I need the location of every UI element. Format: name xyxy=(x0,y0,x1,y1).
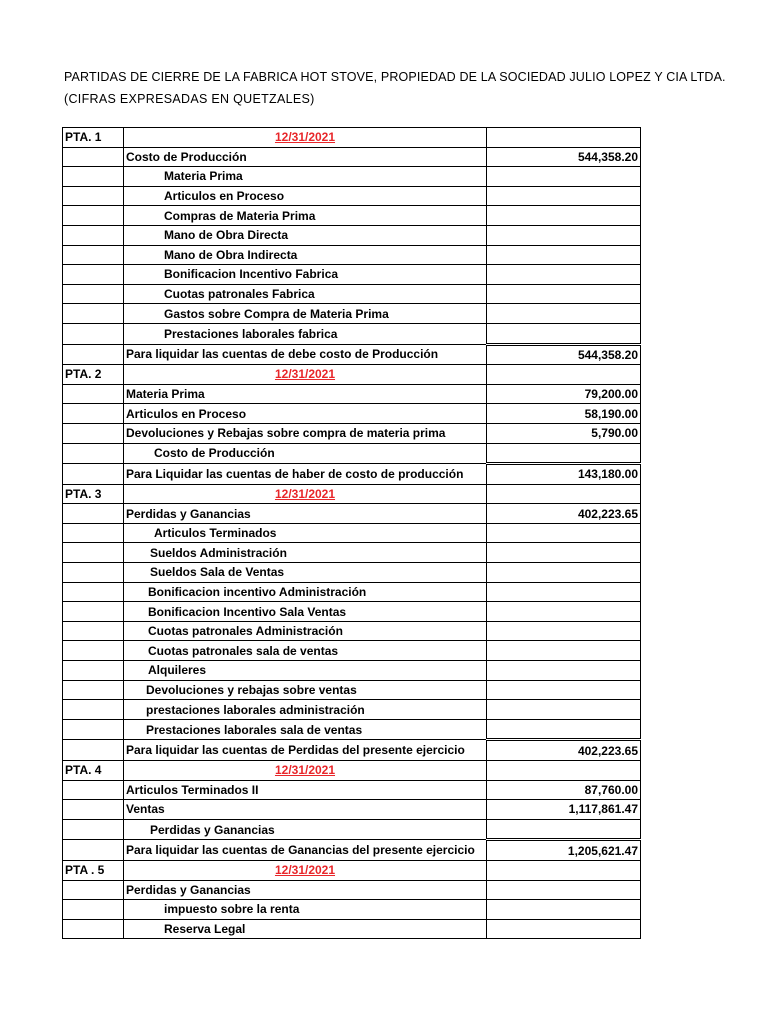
amount-cell xyxy=(487,128,641,148)
account-label: Articulos Terminados II xyxy=(124,780,487,800)
credit-row xyxy=(63,661,641,681)
account-label: Ventas xyxy=(124,800,487,820)
debit-row xyxy=(63,404,641,424)
account-label: impuesto sobre la renta xyxy=(124,900,487,920)
account-label: Articulos en Proceso xyxy=(124,404,487,424)
entry-date: 12/31/2021 xyxy=(124,860,487,880)
amount-cell xyxy=(487,880,641,900)
credit-row xyxy=(63,700,641,720)
credit-row xyxy=(63,186,641,206)
amount-cell: 87,760.00 xyxy=(487,780,641,800)
credit-row xyxy=(63,167,641,187)
account-label: Bonificacion Incentivo Sala Ventas xyxy=(124,602,487,622)
amount-cell: 402,223.65 xyxy=(487,504,641,524)
credit-row xyxy=(63,602,641,622)
account-label: Compras de Materia Prima xyxy=(124,206,487,226)
entry-description: Para liquidar las cuentas de Ganancias del presente ejercicio xyxy=(124,840,487,861)
entry-number: PTA. 1 xyxy=(63,128,124,148)
entry-header-row xyxy=(63,365,641,385)
credit-row xyxy=(63,304,641,324)
account-label: Sueldos Administración xyxy=(124,543,487,563)
amount-cell xyxy=(487,365,641,385)
account-label: Articulos Terminados xyxy=(124,523,487,543)
entry-number: PTA. 4 xyxy=(63,761,124,781)
account-label: Costo de Producción xyxy=(124,147,487,167)
amount-cell: 5,790.00 xyxy=(487,423,641,443)
account-label: Perdidas y Ganancias xyxy=(124,819,487,840)
amount-cell xyxy=(487,860,641,880)
entry-description: Para Liquidar las cuentas de haber de costo de producción xyxy=(124,464,487,485)
entry-number: PTA. 3 xyxy=(63,484,124,504)
account-label: Perdidas y Ganancias xyxy=(124,880,487,900)
account-label: Materia Prima xyxy=(124,384,487,404)
credit-row xyxy=(63,563,641,583)
entry-number: PTA. 2 xyxy=(63,365,124,385)
description-row xyxy=(63,840,641,861)
entry-date: 12/31/2021 xyxy=(124,761,487,781)
entry-total: 402,223.65 xyxy=(487,740,641,761)
entry-date: 12/31/2021 xyxy=(124,484,487,504)
description-row xyxy=(63,740,641,761)
amount-cell: 58,190.00 xyxy=(487,404,641,424)
amount-cell: 544,358.20 xyxy=(487,147,641,167)
credit-row xyxy=(63,523,641,543)
account-label: Mano de Obra Directa xyxy=(124,225,487,245)
account-label: Alquileres xyxy=(124,661,487,681)
amount-cell xyxy=(487,484,641,504)
debit-row xyxy=(63,504,641,524)
credit-row xyxy=(63,641,641,661)
entry-date: 12/31/2021 xyxy=(124,128,487,148)
credit-row xyxy=(63,582,641,602)
document-subtitle: (CIFRAS EXPRESADAS EN QUETZALES) xyxy=(64,92,315,106)
credit-row xyxy=(63,819,641,840)
account-label: Sueldos Sala de Ventas xyxy=(124,563,487,583)
account-label: Reserva Legal xyxy=(124,919,487,939)
debit-row xyxy=(63,880,641,900)
account-label: Gastos sobre Compra de Materia Prima xyxy=(124,304,487,324)
account-label: Devoluciones y Rebajas sobre compra de materia prima xyxy=(124,423,487,443)
entry-header-row xyxy=(63,860,641,880)
account-label: prestaciones laborales administración xyxy=(124,700,487,720)
debit-row xyxy=(63,147,641,167)
credit-row xyxy=(63,225,641,245)
credit-row xyxy=(63,680,641,700)
debit-row xyxy=(63,800,641,820)
debit-row xyxy=(63,780,641,800)
account-label: Prestaciones laborales sala de ventas xyxy=(124,719,487,740)
debit-row xyxy=(63,384,641,404)
account-label: Articulos en Proceso xyxy=(124,186,487,206)
entry-total: 143,180.00 xyxy=(487,464,641,485)
credit-row xyxy=(63,919,641,939)
journal-table xyxy=(62,127,641,939)
description-row xyxy=(63,344,641,365)
credit-row xyxy=(63,323,641,344)
account-label: Devoluciones y rebajas sobre ventas xyxy=(124,680,487,700)
amount-cell: 1,117,861.47 xyxy=(487,800,641,820)
entry-total: 1,205,621.47 xyxy=(487,840,641,861)
account-label: Cuotas patronales Fabrica xyxy=(124,284,487,304)
entry-header-row xyxy=(63,761,641,781)
credit-row xyxy=(63,443,641,464)
entry-description: Para liquidar las cuentas de debe costo de Producción xyxy=(124,344,487,365)
entry-date: 12/31/2021 xyxy=(124,365,487,385)
entry-total: 544,358.20 xyxy=(487,344,641,365)
amount-cell: 79,200.00 xyxy=(487,384,641,404)
account-label: Materia Prima xyxy=(124,167,487,187)
entry-description: Para liquidar las cuentas de Perdidas del presente ejercicio xyxy=(124,740,487,761)
account-label: Perdidas y Ganancias xyxy=(124,504,487,524)
debit-row xyxy=(63,423,641,443)
account-label: Costo de Producción xyxy=(124,443,487,464)
credit-row xyxy=(63,284,641,304)
document-title: PARTIDAS DE CIERRE DE LA FABRICA HOT STOVE, PROPIEDAD DE LA SOCIEDAD JULIO LOPEZ Y CIA LTDA. xyxy=(64,70,726,84)
account-label: Prestaciones laborales fabrica xyxy=(124,323,487,344)
entry-header-row xyxy=(63,484,641,504)
credit-row xyxy=(63,621,641,641)
credit-row xyxy=(63,543,641,563)
description-row xyxy=(63,464,641,485)
credit-row xyxy=(63,265,641,285)
credit-row xyxy=(63,245,641,265)
account-label: Cuotas patronales Administración xyxy=(124,621,487,641)
account-label: Mano de Obra Indirecta xyxy=(124,245,487,265)
entry-number: PTA . 5 xyxy=(63,860,124,880)
credit-row xyxy=(63,900,641,920)
credit-row xyxy=(63,206,641,226)
account-label: Bonificacion Incentivo Fabrica xyxy=(124,265,487,285)
amount-cell xyxy=(487,761,641,781)
credit-row xyxy=(63,719,641,740)
entry-header-row xyxy=(63,128,641,148)
account-label: Bonificacion incentivo Administración xyxy=(124,582,487,602)
account-label: Cuotas patronales sala de ventas xyxy=(124,641,487,661)
